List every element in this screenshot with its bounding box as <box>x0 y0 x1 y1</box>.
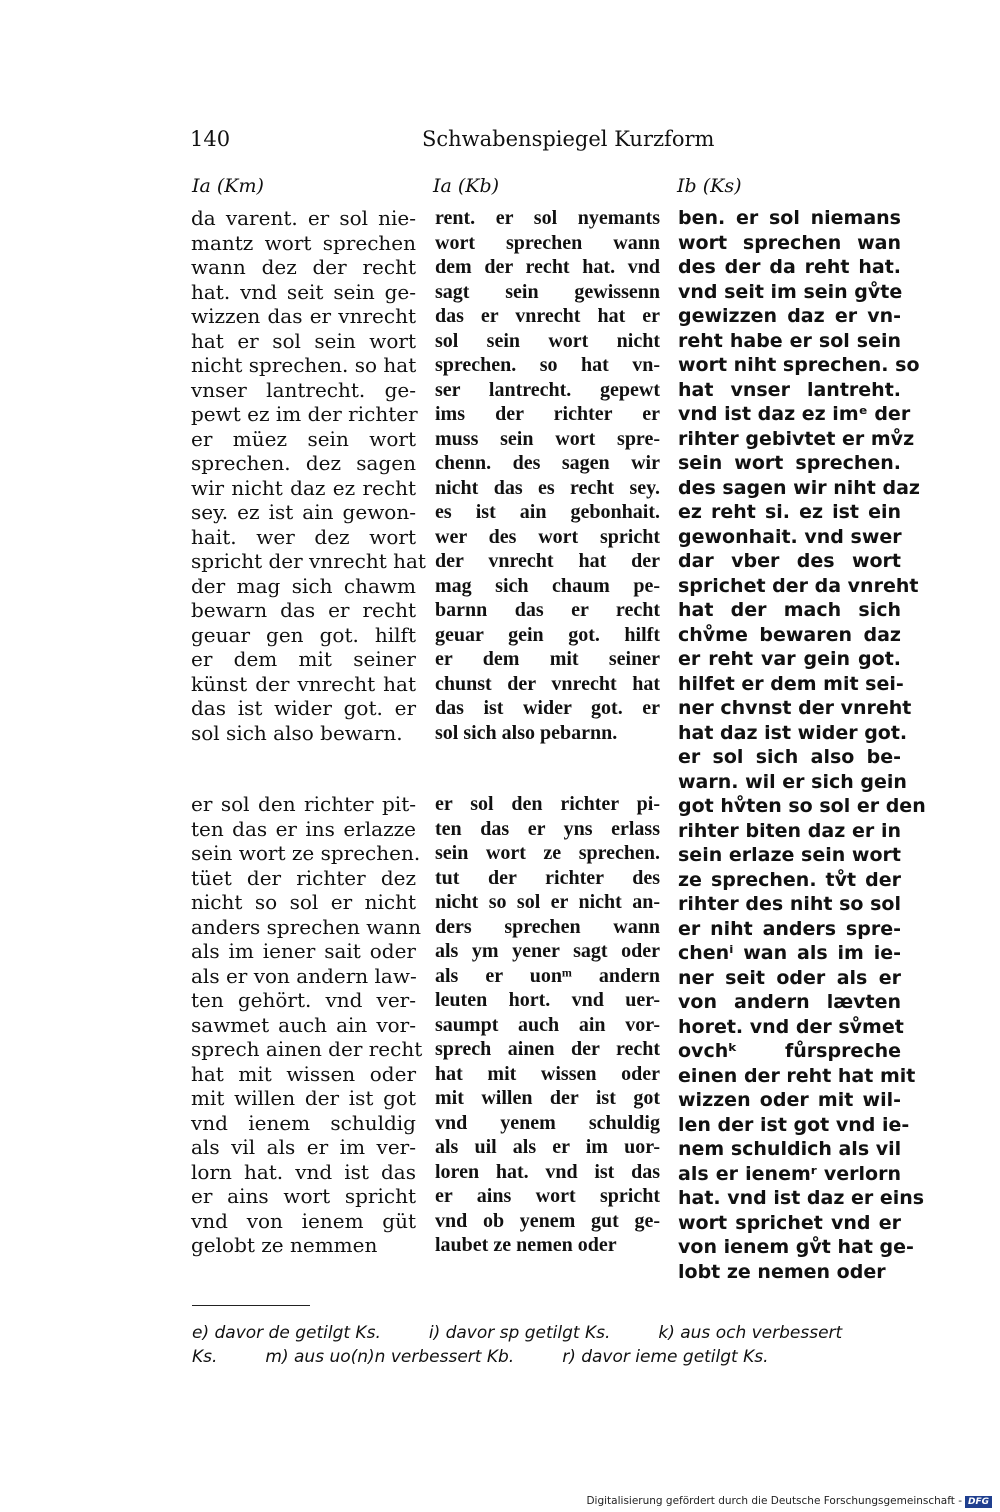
digitization-text: Digitalisierung gefördert durch die Deutsche Forschungsgemeinschaft - <box>586 1495 962 1507</box>
text-line: als ym yener sagt oder <box>435 940 660 962</box>
text-line: tüet der richter dez <box>191 865 416 890</box>
text-line: nicht so sol er nicht an- <box>435 891 660 913</box>
text-line: wort sprechen wan <box>678 231 901 254</box>
text-line: das ist wider got. er <box>191 696 416 720</box>
text-line: als vil als er im ver- <box>191 1135 416 1159</box>
text-line: wort sprichet vnd er <box>678 1211 901 1234</box>
text-line: er reht var gein got. <box>678 648 901 670</box>
text-line: reht habe er sol sein <box>678 329 901 352</box>
text-line: mit willen der ist got <box>191 1086 416 1110</box>
text-line: sprichet der da vnreht <box>678 574 919 597</box>
text-line: sein erlaze sein wort <box>678 844 901 866</box>
text-line: er niht anders spre- <box>678 917 901 940</box>
text-line: er sol den richter pi- <box>435 793 660 815</box>
text-line: nicht sprechen. so hat <box>191 353 417 377</box>
footnote-k-cont: Ks. <box>192 1347 218 1367</box>
text-line: sein wort ze sprechen. <box>191 841 421 865</box>
text-line: er dem mit seiner <box>435 648 660 670</box>
text-line: rihter gebivtet er mv̊z <box>678 427 915 450</box>
dfg-logo: DFG <box>965 1496 992 1508</box>
text-line: barnn das er recht <box>435 599 660 621</box>
text-line: dar vber des wort <box>678 550 901 572</box>
text-line: ben. er sol niemans <box>678 207 901 229</box>
page-number: 140 <box>190 127 231 151</box>
text-line: des der da reht hat. <box>678 256 901 278</box>
text-line: nicht das es recht sey. <box>435 476 660 499</box>
text-line: pewt ez im der richter <box>191 402 418 426</box>
text-line: spricht der vnrecht hat <box>191 549 426 573</box>
running-title: Schwabenspiegel Kurzform <box>422 127 715 151</box>
text-line: nem schuldich als vil <box>678 1138 902 1160</box>
column-kb-block-2 <box>435 792 660 1258</box>
text-line: wizzen oder mit wil- <box>678 1089 901 1111</box>
text-line: künst der vnrecht hat <box>191 671 416 696</box>
text-line: wir nicht daz ez recht <box>191 475 416 500</box>
text-line: ders sprechen wann <box>435 915 660 938</box>
text-line: gewizzen daz er vn- <box>678 305 901 327</box>
text-line: vnser lantrecht. ge- <box>191 377 416 402</box>
text-line: ez reht si. ez ist ein <box>678 501 901 523</box>
text-line: ner chvnst der vnreht <box>678 697 912 719</box>
digitization-note <box>586 1495 992 1508</box>
text-line: sol sich also pebarnn. <box>435 721 618 744</box>
text-line: sprechen. dez sagen <box>191 451 416 475</box>
column-km-block-1 <box>191 206 426 745</box>
text-line: ten gehört. vnd ver- <box>191 988 416 1012</box>
text-line: lobt ze nemen oder <box>678 1260 886 1283</box>
text-line: er ains wort spricht <box>435 1185 660 1207</box>
text-line: anders sprechen wann <box>191 914 422 939</box>
text-line: ten das er yns erlass <box>435 817 660 840</box>
text-line: dem der recht hat. vnd <box>435 256 660 278</box>
text-line: das er vnrecht hat er <box>435 305 660 327</box>
text-line: ovchᵏ fůrspreche <box>678 1040 901 1062</box>
text-line: als er uonᵐ andern <box>435 964 660 987</box>
footnote-line-2 <box>192 1345 904 1369</box>
footnote-m: m) aus uo(n)n verbessert Kb. <box>265 1347 515 1367</box>
text-line: der vnrecht hat der <box>435 550 660 572</box>
text-line: hat mit wissen oder <box>435 1062 660 1085</box>
text-line: hat daz ist wider got. <box>678 721 908 744</box>
footnote-i: i) davor sp getilgt Ks. <box>428 1323 611 1343</box>
column-ks-block-1 <box>678 206 926 1284</box>
text-line: sprechen. so hat vn- <box>435 354 660 376</box>
column-heading-kb: Ia (Kb) <box>433 175 500 197</box>
text-line: wann dez der recht <box>191 255 416 279</box>
text-line: ims der richter er <box>435 403 660 425</box>
text-line: vnd ienem schuldig <box>191 1110 416 1135</box>
text-line: ner seit oder als er <box>678 966 901 989</box>
text-line: wer des wort spricht <box>435 525 660 548</box>
text-line: horet. vnd der sv̊met <box>678 1015 904 1038</box>
text-line: das ist wider got. er <box>435 697 660 719</box>
text-line: mit willen der ist got <box>435 1087 660 1109</box>
text-line: sol sich also bewarn. <box>191 720 403 745</box>
text-line: der mag sich chawm <box>191 573 416 598</box>
text-line: hat der mach sich <box>678 599 901 621</box>
text-line: gelobt ze nemmen <box>191 1233 378 1257</box>
text-line: leuten hort. vnd uer- <box>435 989 660 1011</box>
text-line: als er von andern law- <box>191 963 417 988</box>
text-line: warn. wil er sich gein <box>678 770 907 793</box>
text-line: muss sein wort spre- <box>435 427 660 450</box>
text-line: chenⁱ wan als im ie- <box>678 942 901 964</box>
footnote-r: r) davor ieme getilgt Ks. <box>562 1347 769 1367</box>
text-line: er sol den richter pit- <box>191 792 416 816</box>
text-line: rihter biten daz er in <box>678 819 901 842</box>
text-line: geuar gein got. hilft <box>435 623 660 646</box>
text-line: hait. wer dez wort <box>191 524 416 549</box>
text-line: er sol sich also be- <box>678 746 901 768</box>
footnote-k: k) aus och verbessert <box>658 1323 843 1343</box>
text-line: vnd ob yenem gut ge- <box>435 1209 660 1232</box>
text-line: nicht so sol er nicht <box>191 890 416 914</box>
text-line: sol sein wort nicht <box>435 329 660 352</box>
footnotes <box>192 1321 904 1369</box>
text-line: einen der reht hat mit <box>678 1064 916 1087</box>
column-kb-block-1 <box>435 206 660 745</box>
text-line: sprech ainen der recht <box>435 1038 660 1060</box>
text-line: hat. vnd ist daz er eins <box>678 1187 925 1209</box>
column-heading-ks: Ib (Ks) <box>677 175 742 197</box>
text-line: von ienem gv̊t hat ge- <box>678 1236 914 1258</box>
text-line: er dem mit seiner <box>191 647 416 671</box>
text-line: saumpt auch ain vor- <box>435 1013 660 1036</box>
text-line: er ains wort spricht <box>191 1184 416 1208</box>
text-line: als uil als er im uor- <box>435 1136 660 1158</box>
text-line: loren hat. vnd ist das <box>435 1160 660 1183</box>
text-line: len der ist got vnd ie- <box>678 1113 910 1136</box>
text-line: hat vnser lantreht. <box>678 378 901 401</box>
text-line: rihter des niht so sol <box>678 893 901 915</box>
text-line: ser lantrecht. gepewt <box>435 378 660 401</box>
text-line: chenn. des sagen wir <box>435 452 660 474</box>
text-line: rent. er sol nyemants <box>435 207 660 229</box>
text-line: sagt sein gewissenn <box>435 280 660 303</box>
text-line: sein wort ze sprechen. <box>435 842 660 864</box>
text-line: hat mit wissen oder <box>191 1061 416 1086</box>
text-line: vnd von ienem güt <box>191 1208 416 1233</box>
text-line: da varent. er sol nie- <box>191 206 416 230</box>
text-line: vnd ist daz ez imᵉ der <box>678 403 911 425</box>
text-line: hilfet er dem mit sei- <box>678 672 904 695</box>
text-line: er müez sein wort <box>191 426 416 451</box>
text-line: ten das er ins erlazze <box>191 816 416 841</box>
text-line: sey. ez ist ain gewon- <box>191 500 416 524</box>
text-line: laubet ze nemen oder <box>435 1234 617 1256</box>
column-km-block-2 <box>191 792 423 1258</box>
text-line: hat er sol sein wort <box>191 328 416 353</box>
text-line: vnd yenem schuldig <box>435 1111 660 1134</box>
text-line: gewonhait. vnd swer <box>678 525 902 548</box>
text-line: bewarn das er recht <box>191 598 416 622</box>
text-line: als im iener sait oder <box>191 939 416 963</box>
footnote-e: e) davor de getilgt Ks. <box>192 1323 381 1343</box>
text-line: got hv̊ten so sol er den <box>678 795 926 817</box>
text-line: mantz wort sprechen <box>191 230 416 255</box>
text-line: als er ienemʳ verlorn <box>678 1162 901 1185</box>
footnote-line-1 <box>192 1321 904 1345</box>
text-line: lorn hat. vnd ist das <box>191 1159 416 1184</box>
text-line: tut der richter des <box>435 866 660 889</box>
footnote-rule <box>192 1305 310 1306</box>
text-line: hat. vnd seit sein ge- <box>191 279 416 304</box>
text-line: sprech ainen der recht <box>191 1037 423 1061</box>
text-line: von andern lævten <box>678 991 901 1013</box>
text-line: chv̊me bewaren daz <box>678 623 901 646</box>
text-line: geuar gen got. hilft <box>191 622 416 647</box>
text-line: chunst der vnrecht hat <box>435 672 660 695</box>
text-line: des sagen wir niht daz <box>678 476 920 499</box>
text-line: wort sprechen wann <box>435 231 660 254</box>
text-line: sawmet auch ain vor- <box>191 1012 416 1037</box>
text-line: wizzen das er vnrecht <box>191 304 416 328</box>
text-line: mag sich chaum pe- <box>435 574 660 597</box>
text-line: ze sprechen. tv̊t der <box>678 868 901 891</box>
text-line: wort niht sprechen. so <box>678 354 920 376</box>
text-line: sein wort sprechen. <box>678 452 901 474</box>
text-line: es ist ain gebonhait. <box>435 501 660 523</box>
column-heading-km: Ia (Km) <box>192 175 264 197</box>
text-line: vnd seit im sein gv̊te <box>678 280 903 303</box>
